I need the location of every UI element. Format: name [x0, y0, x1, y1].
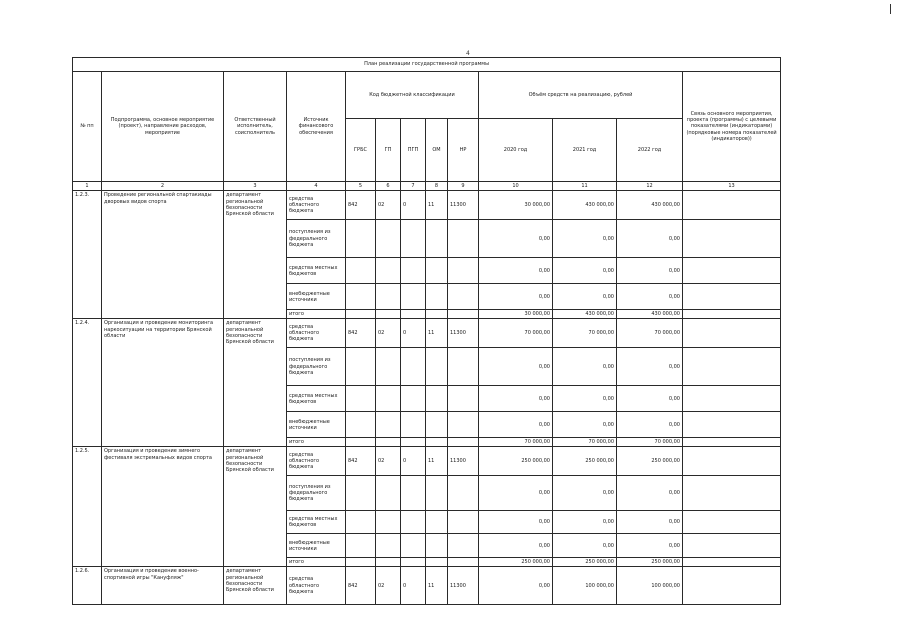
column-index-row [73, 182, 781, 191]
col-index: 11 [553, 182, 617, 191]
amount-2021: 430 000,00 [553, 191, 617, 220]
amount-2022: 430 000,00 [617, 191, 683, 220]
item-name: Организация и проведение мониторинга наркоситуации на территории Брянской области [102, 319, 224, 447]
header-om: ОМ [426, 119, 448, 182]
header-gp: ГП [376, 119, 401, 182]
code-grbs [346, 412, 376, 438]
header-np: НР [448, 119, 479, 182]
amount-2022: 0,00 [617, 534, 683, 558]
code-pgp [401, 558, 426, 567]
code-gp [376, 348, 401, 386]
indicator-link [683, 558, 781, 567]
funding-source: внебюджетные источники [287, 534, 346, 558]
amount-2020: 0,00 [479, 284, 553, 310]
indicator-link [683, 511, 781, 534]
header-2020: 2020 год [479, 119, 553, 182]
amount-2021: 430 000,00 [553, 310, 617, 319]
amount-2020: 30 000,00 [479, 310, 553, 319]
funding-source: поступления из федерального бюджета [287, 476, 346, 511]
code-np [448, 476, 479, 511]
item-name: Проведение региональной спартакиады дворовых видов спорта [102, 191, 224, 319]
code-gp [376, 412, 401, 438]
amount-2021: 250 000,00 [553, 447, 617, 476]
amount-2020: 0,00 [479, 348, 553, 386]
amount-2021: 0,00 [553, 534, 617, 558]
code-om [426, 220, 448, 258]
code-grbs: 842 [346, 567, 376, 605]
amount-2020: 0,00 [479, 534, 553, 558]
amount-2020: 0,00 [479, 220, 553, 258]
code-grbs [346, 310, 376, 319]
amount-2022: 0,00 [617, 258, 683, 284]
amount-2021: 0,00 [553, 284, 617, 310]
code-np [448, 534, 479, 558]
header-budget-code: Код бюджетной классификации [346, 72, 479, 119]
code-om: 11 [426, 319, 448, 348]
code-om [426, 476, 448, 511]
indicator-link [683, 476, 781, 511]
funding-source: средства местных бюджетов [287, 258, 346, 284]
indicator-link [683, 220, 781, 258]
indicator-link [683, 284, 781, 310]
amount-2020: 70 000,00 [479, 319, 553, 348]
header-volume: Объём средств на реализацию, рублей [479, 72, 683, 119]
code-np [448, 284, 479, 310]
code-pgp: 0 [401, 319, 426, 348]
amount-2020: 250 000,00 [479, 447, 553, 476]
amount-2020: 0,00 [479, 412, 553, 438]
amount-2020: 70 000,00 [479, 438, 553, 447]
col-index: 9 [448, 182, 479, 191]
header-no: № пп [73, 72, 102, 182]
code-pgp [401, 438, 426, 447]
code-pgp: 0 [401, 447, 426, 476]
code-np [448, 511, 479, 534]
funding-source: средства местных бюджетов [287, 386, 346, 412]
responsible-executor: департамент региональной безопасности Брянской области [224, 567, 287, 605]
amount-2022: 250 000,00 [617, 447, 683, 476]
code-gp [376, 220, 401, 258]
header-grbs: ГРБС [346, 119, 376, 182]
col-index: 4 [287, 182, 346, 191]
amount-2020: 0,00 [479, 386, 553, 412]
amount-2020: 0,00 [479, 511, 553, 534]
amount-2022: 0,00 [617, 511, 683, 534]
funding-source: поступления из федерального бюджета [287, 220, 346, 258]
code-gp [376, 534, 401, 558]
code-np [448, 220, 479, 258]
code-pgp [401, 284, 426, 310]
code-np: 11300 [448, 319, 479, 348]
code-gp: 02 [376, 567, 401, 605]
code-gp [376, 438, 401, 447]
indicator-link [683, 319, 781, 348]
code-pgp [401, 258, 426, 284]
item-number: 1.2.6. [73, 567, 102, 605]
code-gp [376, 558, 401, 567]
indicator-link [683, 386, 781, 412]
indicator-link [683, 258, 781, 284]
code-om: 11 [426, 567, 448, 605]
item-name: Организация и проведение военно-спортивной игры "Кануфляж" [102, 567, 224, 605]
amount-2021: 0,00 [553, 476, 617, 511]
code-grbs: 842 [346, 447, 376, 476]
col-index: 3 [224, 182, 287, 191]
code-grbs [346, 511, 376, 534]
source-row [73, 191, 781, 220]
code-om [426, 348, 448, 386]
item-number: 1.2.5. [73, 447, 102, 567]
amount-2022: 0,00 [617, 220, 683, 258]
page-number: 4 [466, 50, 470, 57]
plan-body [73, 191, 781, 605]
amount-2021: 70 000,00 [553, 438, 617, 447]
indicator-link [683, 348, 781, 386]
code-np [448, 438, 479, 447]
header-2022: 2022 год [617, 119, 683, 182]
indicator-link [683, 191, 781, 220]
source-row [73, 567, 781, 605]
funding-source: средства областного бюджета [287, 567, 346, 605]
code-np: 11300 [448, 447, 479, 476]
item-name: Организация и проведение зимнего фестиваля экстремальных видов спорта [102, 447, 224, 567]
code-gp: 02 [376, 319, 401, 348]
amount-2021: 0,00 [553, 220, 617, 258]
code-om [426, 386, 448, 412]
funding-source: внебюджетные источники [287, 412, 346, 438]
code-om [426, 558, 448, 567]
code-grbs [346, 476, 376, 511]
amount-2022: 250 000,00 [617, 558, 683, 567]
code-np: 11300 [448, 191, 479, 220]
code-pgp: 0 [401, 191, 426, 220]
code-pgp: 0 [401, 567, 426, 605]
indicator-link [683, 438, 781, 447]
amount-2020: 0,00 [479, 567, 553, 605]
code-grbs: 842 [346, 319, 376, 348]
item-number: 1.2.3. [73, 191, 102, 319]
header-pgp: ПГП [401, 119, 426, 182]
source-row [73, 319, 781, 348]
code-pgp [401, 348, 426, 386]
code-pgp [401, 220, 426, 258]
code-np [448, 310, 479, 319]
indicator-link [683, 567, 781, 605]
code-om: 11 [426, 447, 448, 476]
header-responsible: Ответственный исполнитель, соисполнитель [224, 72, 287, 182]
col-index: 1 [73, 182, 102, 191]
code-grbs [346, 558, 376, 567]
amount-2022: 0,00 [617, 284, 683, 310]
code-gp [376, 258, 401, 284]
code-np [448, 386, 479, 412]
code-gp [376, 310, 401, 319]
indicator-link [683, 534, 781, 558]
code-om [426, 284, 448, 310]
amount-2020: 0,00 [479, 258, 553, 284]
amount-2020: 30 000,00 [479, 191, 553, 220]
code-grbs [346, 284, 376, 310]
code-gp [376, 511, 401, 534]
code-om [426, 258, 448, 284]
code-om: 11 [426, 191, 448, 220]
funding-source: средства областного бюджета [287, 191, 346, 220]
amount-2022: 0,00 [617, 348, 683, 386]
table-title: План реализации государственной программы [73, 58, 781, 72]
amount-2021: 0,00 [553, 386, 617, 412]
code-gp [376, 476, 401, 511]
amount-2021: 70 000,00 [553, 319, 617, 348]
code-pgp [401, 476, 426, 511]
page-edge-mark [890, 4, 891, 14]
amount-2020: 250 000,00 [479, 558, 553, 567]
amount-2021: 0,00 [553, 412, 617, 438]
funding-source: средства областного бюджета [287, 447, 346, 476]
code-gp: 02 [376, 191, 401, 220]
code-grbs [346, 438, 376, 447]
code-om [426, 412, 448, 438]
amount-2022: 0,00 [617, 386, 683, 412]
amount-2021: 0,00 [553, 348, 617, 386]
code-grbs [346, 348, 376, 386]
code-gp: 02 [376, 447, 401, 476]
header-indicator-link: Связь основного мероприятия, проекта (программы) с целевыми показателями (индикаторами) (порядковые номера показателей (индикаторов)) [683, 72, 781, 182]
code-om [426, 310, 448, 319]
source-row [73, 447, 781, 476]
amount-2022: 100 000,00 [617, 567, 683, 605]
code-np [448, 412, 479, 438]
header-2021: 2021 год [553, 119, 617, 182]
code-np [448, 558, 479, 567]
indicator-link [683, 447, 781, 476]
col-index: 2 [102, 182, 224, 191]
header-source: Источник финансового обеспечения [287, 72, 346, 182]
funding-source: поступления из федерального бюджета [287, 348, 346, 386]
funding-source: внебюджетные источники [287, 284, 346, 310]
col-index: 13 [683, 182, 781, 191]
code-gp [376, 284, 401, 310]
amount-2022: 0,00 [617, 476, 683, 511]
code-om [426, 534, 448, 558]
code-pgp [401, 386, 426, 412]
code-om [426, 438, 448, 447]
code-grbs [346, 220, 376, 258]
funding-source: итого [287, 558, 346, 567]
responsible-executor: департамент региональной безопасности Брянской области [224, 447, 287, 567]
amount-2022: 70 000,00 [617, 438, 683, 447]
code-np: 11300 [448, 567, 479, 605]
header-name: Подпрограмма, основное мероприятие (проект), направление расходов, мероприятие [102, 72, 224, 182]
amount-2021: 0,00 [553, 511, 617, 534]
amount-2020: 0,00 [479, 476, 553, 511]
implementation-plan-table [72, 57, 781, 605]
indicator-link [683, 310, 781, 319]
code-grbs [346, 386, 376, 412]
funding-source: средства местных бюджетов [287, 511, 346, 534]
code-grbs [346, 258, 376, 284]
col-index: 10 [479, 182, 553, 191]
col-index: 7 [401, 182, 426, 191]
col-index: 5 [346, 182, 376, 191]
code-grbs [346, 534, 376, 558]
col-index: 12 [617, 182, 683, 191]
funding-source: итого [287, 310, 346, 319]
code-pgp [401, 412, 426, 438]
amount-2022: 430 000,00 [617, 310, 683, 319]
code-pgp [401, 534, 426, 558]
col-index: 6 [376, 182, 401, 191]
amount-2022: 70 000,00 [617, 319, 683, 348]
code-gp [376, 386, 401, 412]
indicator-link [683, 412, 781, 438]
amount-2022: 0,00 [617, 412, 683, 438]
responsible-executor: департамент региональной безопасности Брянской области [224, 319, 287, 447]
amount-2021: 0,00 [553, 258, 617, 284]
code-grbs: 842 [346, 191, 376, 220]
amount-2021: 250 000,00 [553, 558, 617, 567]
code-np [448, 258, 479, 284]
funding-source: средства областного бюджета [287, 319, 346, 348]
responsible-executor: департамент региональной безопасности Брянской области [224, 191, 287, 319]
code-om [426, 511, 448, 534]
amount-2021: 100 000,00 [553, 567, 617, 605]
code-np [448, 348, 479, 386]
code-pgp [401, 310, 426, 319]
item-number: 1.2.4. [73, 319, 102, 447]
funding-source: итого [287, 438, 346, 447]
code-pgp [401, 511, 426, 534]
col-index: 8 [426, 182, 448, 191]
